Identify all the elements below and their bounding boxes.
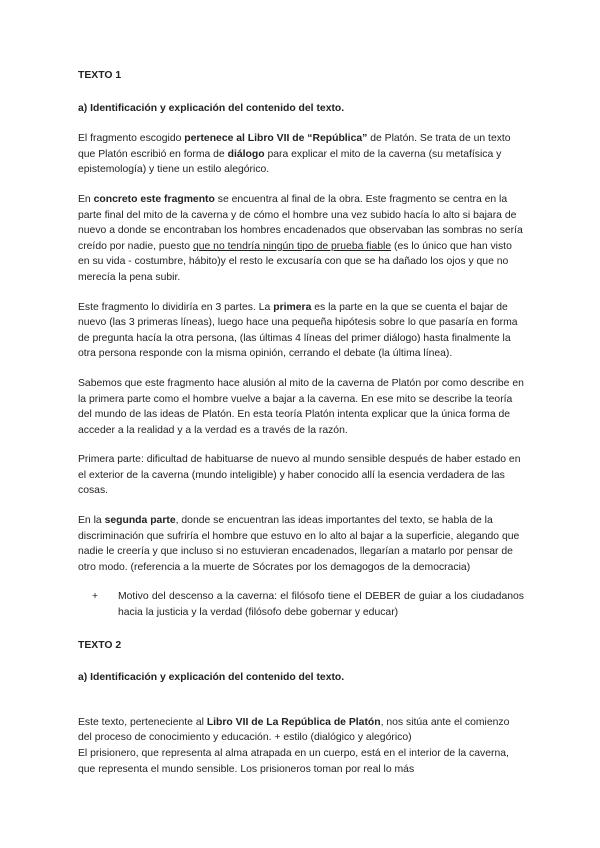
section-heading-texto-1: a) Identificación y explicación del contenido del texto. <box>78 102 345 114</box>
paragraph-8: El prisionero, que representa al alma atrapada en un cuerpo, está en el interior de la caverna, que representa el mundo sensible. Los prisioneros toman por real lo más <box>78 748 509 775</box>
section-heading-texto-2: a) Identificación y explicación del contenido del texto. <box>78 672 345 684</box>
paragraph-1: El fragmento escogido pertenece al Libro VII de “República” de Platón. Se trata de un texto que Platón escribió en forma de diálogo para explicar el mito de la caverna (su metafísica y epistemología) y tiene un estilo alegórico. <box>78 133 511 176</box>
section-title-texto-2: TEXTO 2 <box>78 639 122 651</box>
document-body <box>78 68 524 777</box>
paragraph-5: Primera parte: dificultad de habituarse de nuevo al mundo sensible después de haber estado en el exterior de la caverna (mundo inteligible) y haber conocido allí la esencia verdadera de las cosas. <box>78 454 521 497</box>
section-title-texto-1: TEXTO 1 <box>78 70 122 81</box>
paragraph-7: Este texto, perteneciente al Libro VII de La República de Platón, nos sitúa ante el comienzo del proceso de conocimiento y educación. + estilo (dialógico y alegórico) <box>78 716 510 744</box>
paragraph-2: En concreto este fragmento se encuentra al final de la obra. Este fragmento se centra en la parte final del mito de la caverna y de cómo el hombre una vez subido hacía lo alto si bajara de nuevo a donde se encontraban los hombres encadenados que observaban las sombras no sería creído por nadie, puesto que no tendría ningún tipo de prueba fiable (es lo único que han visto en su vida - costumbre, hábito)y el resto le excusaría con que se ha dañado los ojos y que no merecía la pena subir. <box>78 193 523 283</box>
bullet-item <box>78 589 524 620</box>
bullet-mark: + <box>92 591 99 603</box>
bullet-text: Motivo del descenso a la caverna: el filósofo tiene el DEBER de guiar a los ciudadanos hacia la justicia y la verdad (filósofo debe gobernar y educar) <box>118 591 524 619</box>
paragraph-3: Este fragmento lo dividiría en 3 partes. La primera es la parte en la que se cuenta el bajar de nuevo (las 3 primeras líneas), luego hace una pequeña hipótesis sobre lo que pasaría en forma de pregunta hacía la otra persona, (las últimas 4 líneas del primer diálogo) hasta finalmente la otra persona responde con la misma opinión, cerrando el debate (la última línea). <box>78 301 518 360</box>
paragraph-6: En la segunda parte, donde se encuentran las ideas importantes del texto, se habla de la discriminación que sufriría el hombre que estuvo en lo alto al bajar a la superficie, alegando que nadie le creería y que incluso si no estuvieran encadenados, llegarían a matarlo por pensar de otro modo. (referencia a la muerte de Sócrates por los demagogos de la democracia) <box>78 515 520 573</box>
paragraph-4: Sabemos que este fragmento hace alusión al mito de la caverna de Platón por como describe en la primera parte como el hombre vuelve a bajar a la caverna. En ese mito se describe la teoría del mundo de las ideas de Platón. En esta teoría Platón intenta explicar que la única forma de acceder a la realidad y a la verdad es a través de la razón. <box>78 377 524 436</box>
